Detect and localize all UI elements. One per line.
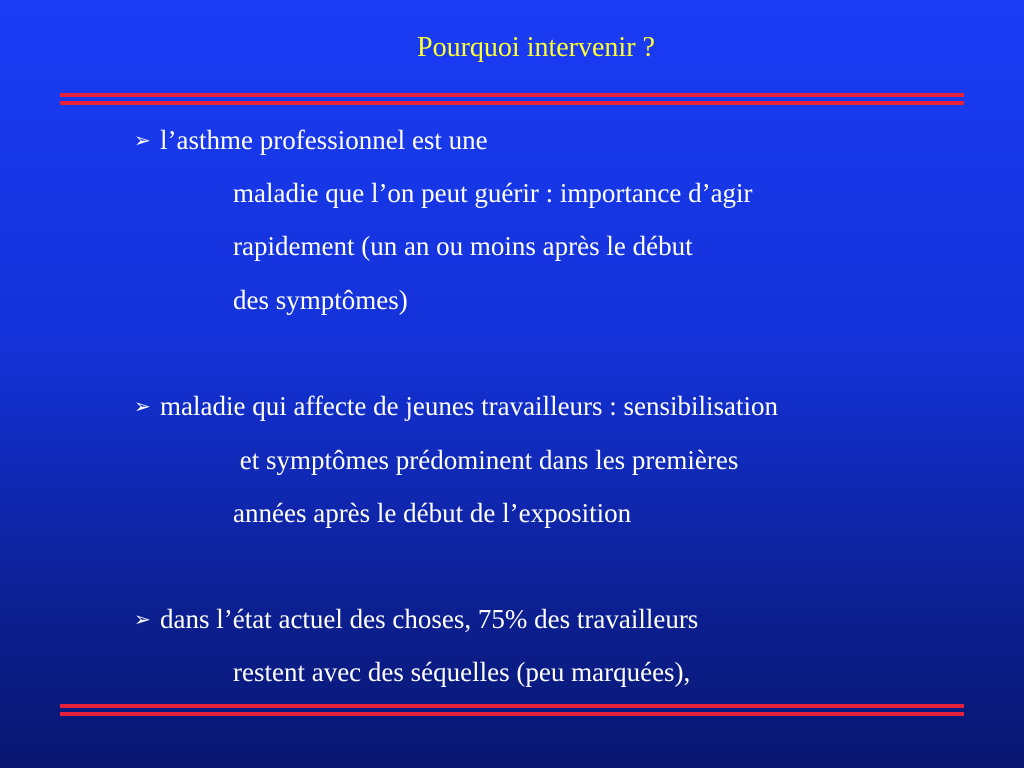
bullet-3-text: dans l’état actuel des choses, 75% des travailleurs	[160, 604, 699, 634]
top-divider-line-1	[60, 93, 964, 97]
bullet-2-continuation-1: et symptômes prédominent dans les premières	[233, 445, 739, 475]
bullet-item-2	[134, 390, 778, 422]
arrow-bullet-icon: ➢	[134, 607, 151, 631]
bullet-2-continuation-2: années après le début de l’exposition	[233, 498, 632, 528]
arrow-bullet-icon: ➢	[134, 394, 151, 418]
bottom-divider	[60, 704, 964, 716]
bullet-1-continuation-3: des symptômes)	[233, 285, 408, 315]
bullet-item-1	[134, 124, 488, 156]
bottom-divider-line-1	[60, 704, 964, 708]
bullet-3-continuation-1: restent avec des séquelles (peu marquées),	[233, 657, 691, 687]
bullet-1-text: l’asthme professionnel est une	[160, 125, 488, 155]
bullet-item-3	[134, 603, 698, 635]
bottom-divider-line-2	[60, 712, 964, 716]
top-divider	[60, 93, 964, 105]
bullet-1-continuation-2: rapidement (un an ou moins après le début	[233, 231, 693, 261]
arrow-bullet-icon: ➢	[134, 128, 151, 152]
bullet-2-text: maladie qui affecte de jeunes travailleurs : sensibilisation	[160, 391, 779, 421]
top-divider-line-2	[60, 101, 964, 105]
bullet-1-continuation-1: maladie que l’on peut guérir : importance d’agir	[233, 178, 753, 208]
slide-title: Pourquoi intervenir ?	[417, 32, 655, 63]
